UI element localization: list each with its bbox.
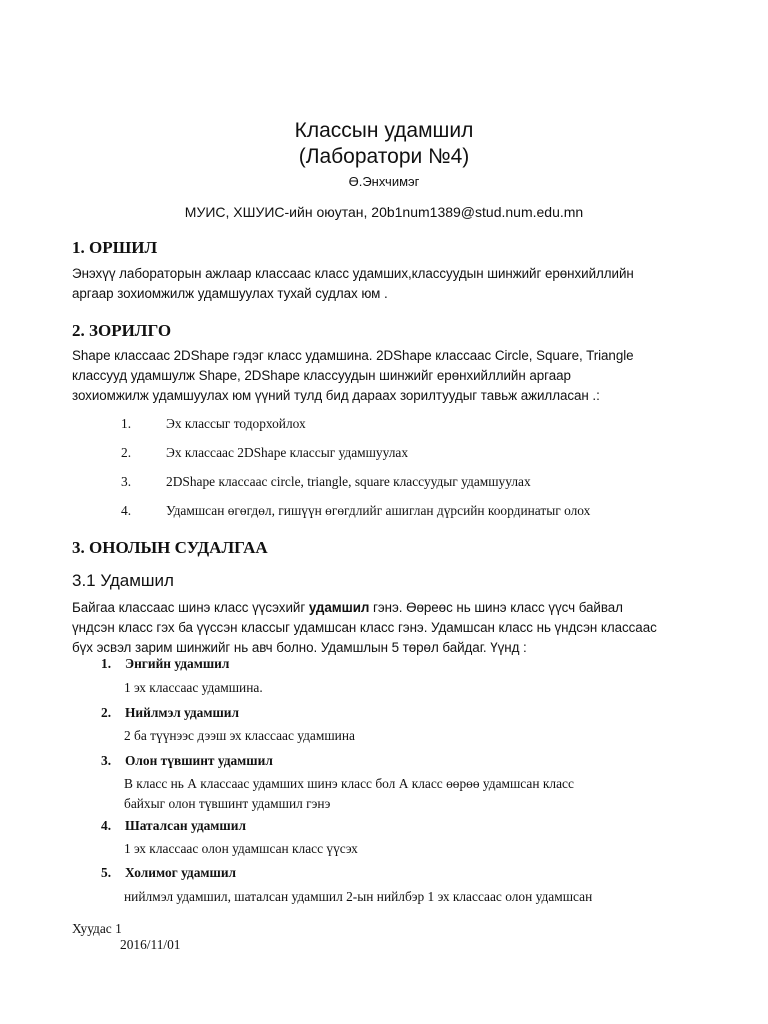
list-number: 2. [101,705,112,720]
paragraph-line: классууд удамшулж Shape, 2DShape классуудын шинжийг ерөнхийллийн аргаар [72,368,571,383]
description-line: 2 ба түүнээс дээш эх классаас удамшина [124,728,355,743]
author-affiliation: МУИС, ХШУИС-ийн оюутан, 20b1num1389@stud.num.edu.mn [184,204,584,220]
type-name: Нийлмэл удамшил [125,705,240,720]
text-run: Байгаа классаас шинэ класс үүсэхийг [72,600,309,615]
document-title: Классын удамшил [294,119,474,142]
list-item-text: 2DShape классаас circle, triangle, square классуудыг удамшуулах [166,474,531,489]
section-heading-theory: 3. ОНОЛЫН СУДАЛГАА [72,538,268,557]
inheritance-type-heading [101,753,273,769]
goal-list-item [121,445,408,461]
inheritance-type-heading [101,705,239,721]
paragraph-line [72,598,712,618]
inheritance-type-description [124,678,263,698]
page-date: 2016/11/01 [120,937,181,952]
description-line: байхыг олон түвшинт удамшил гэнэ [124,796,331,811]
author-name: Ө.Энхчимэг [348,174,420,189]
paragraph-line: зохиомжилж удамшуулах юм үүний тулд бид дараах зорилтуудыг тавьж ажилласан .: [72,388,600,403]
type-name: Энгийн удамшил [125,656,230,671]
inheritance-type-heading [101,865,236,881]
inheritance-type-description [124,774,574,814]
list-number: 2. [121,445,132,460]
list-number: 3. [121,474,132,489]
inheritance-type-description [124,839,358,859]
subsection-heading-inheritance: 3.1 Удамшил [72,571,174,590]
inheritance-type-description [124,726,355,746]
inheritance-paragraph [72,598,712,658]
description-line: В класс нь А классаас удамших шинэ класс бол А класс өөрөө удамшсан класс [124,776,574,791]
type-name: Холимог удамшил [125,865,237,880]
paragraph-line: үндсэн класс гэх ба үүссэн классыг удамшсан класс гэнэ. Удамшсан класс нь үндсэн классаас [72,620,657,635]
list-number: 5. [101,865,112,880]
section-heading-introduction: 1. ОРШИЛ [72,238,158,257]
description-line: 1 эх классаас олон удамшсан класс үүсэх [124,841,358,856]
inheritance-type-heading [101,818,246,834]
description-line: 1 эх классаас удамшина. [124,680,263,695]
document-subtitle: (Лаборатори №4) [298,145,470,168]
section-heading-goal: 2. ЗОРИЛГО [72,321,172,340]
paragraph-line: Shape классаас 2DShape гэдэг класс удамшина. 2DShape классаас Circle, Square, Triangle [72,348,634,363]
type-name: Шаталсан удамшил [125,818,246,833]
description-line: нийлмэл удамшил, шаталсан удамшил 2-ын нийлбэр 1 эх классаас олон удамшсан [124,889,593,904]
paragraph-line: Энэхүү лабораторын ажлаар классаас класс удамших,классуудын шинжийг ерөнхийллийн [72,266,634,281]
bold-term: удамшил [308,600,370,615]
goal-list-item [121,474,531,490]
list-number: 1. [101,656,112,671]
list-number: 4. [101,818,112,833]
type-name: Олон түвшинт удамшил [125,753,273,768]
paragraph-line: аргаар зохиомжилж удамшуулах тухай судлах юм . [72,286,388,301]
list-number: 3. [101,753,112,768]
introduction-paragraph [72,264,712,304]
text-run: гэнэ. Өөреөс нь шинэ класс үүсч байвал [369,600,623,615]
inheritance-type-description [124,887,592,907]
inheritance-type-heading [101,656,229,672]
list-number: 1. [121,416,132,431]
paragraph-line: бүх эсвэл зарим шинжийг нь авч болно. Удамшлын 5 төрөл байдаг. Үүнд : [72,640,527,655]
list-item-text: Эх классаас 2DShape классыг удамшуулах [166,445,409,460]
page-number: Хуудас 1 [72,921,122,936]
goal-list-item [121,416,306,432]
list-item-text: Эх классыг тодорхойлох [166,416,306,431]
goal-paragraph [72,346,712,406]
goal-list-item [121,503,590,519]
list-number: 4. [121,503,132,518]
list-item-text: Удамшсан өгөгдөл, гишүүн өгөгдлийг ашиглан дүрсийн координатыг олох [166,503,591,518]
